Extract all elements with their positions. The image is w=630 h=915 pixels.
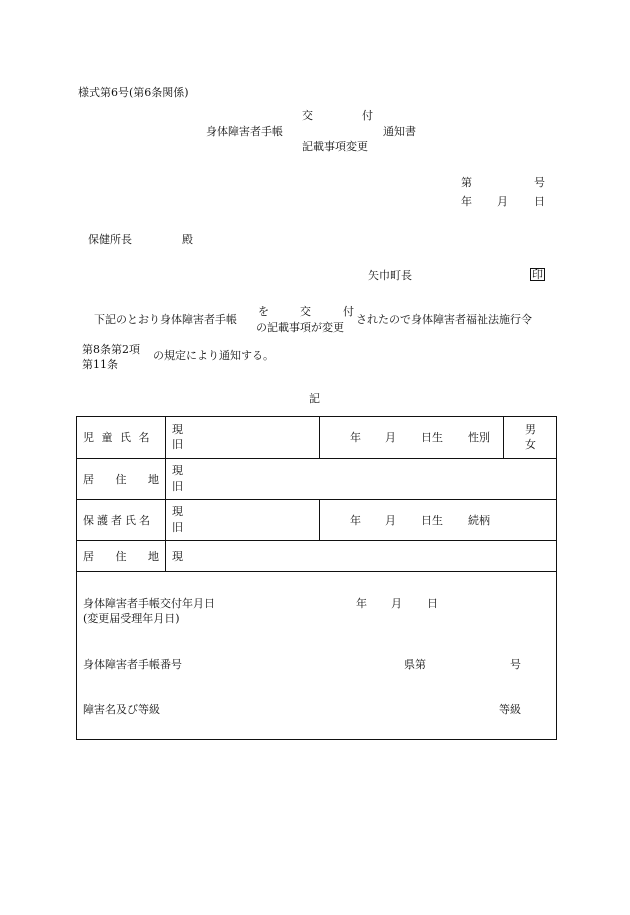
issue-year: 年 bbox=[356, 597, 367, 610]
guardian-birth-year: 年 bbox=[350, 514, 361, 527]
ref-month: 月 bbox=[497, 195, 508, 208]
article-1: 第8条第2項 bbox=[82, 343, 140, 356]
divider bbox=[319, 500, 320, 540]
current-marker: 現 bbox=[172, 423, 183, 436]
former-marker: 旧 bbox=[172, 521, 183, 534]
title-kofu-char-2: 付 bbox=[362, 109, 373, 122]
grade-suffix: 等級 bbox=[499, 703, 521, 716]
guardian-residence-label-text: 居 住 地 bbox=[83, 550, 168, 563]
title-suffix: 通知書 bbox=[383, 125, 416, 138]
change-date-label: (変更届受理年月日) bbox=[83, 612, 180, 625]
ref-day: 日 bbox=[534, 195, 545, 208]
residence-label bbox=[83, 474, 168, 485]
issue-day: 日 bbox=[427, 597, 438, 610]
divider bbox=[165, 459, 166, 499]
body-tail: されたので身体障害者福祉法施行令 bbox=[356, 313, 532, 326]
body-kofu-char-1: 交 bbox=[300, 305, 311, 318]
addressee-honorific: 殿 bbox=[182, 233, 193, 246]
former-marker: 旧 bbox=[172, 438, 183, 451]
form-number: 様式第6号(第6条関係) bbox=[78, 86, 189, 99]
current-marker: 現 bbox=[172, 464, 183, 477]
issue-date-label: 身体障害者手帳交付年月日 bbox=[83, 597, 215, 610]
birth-month: 月 bbox=[385, 431, 396, 444]
form-table bbox=[76, 416, 557, 740]
body-kofu-char-2: 付 bbox=[343, 305, 354, 318]
sex-label: 性別 bbox=[468, 431, 490, 444]
row-child-residence bbox=[77, 459, 556, 500]
sex-female: 女 bbox=[525, 438, 536, 451]
guardian-name-label: 保護者氏名 bbox=[83, 514, 153, 527]
divider bbox=[165, 417, 166, 458]
article-2: 第11条 bbox=[82, 358, 118, 371]
guardian-birth-day: 日生 bbox=[421, 514, 443, 527]
current-marker: 現 bbox=[172, 505, 183, 518]
ki-heading: 記 bbox=[309, 392, 320, 405]
disability-label: 障害名及び等級 bbox=[83, 703, 160, 716]
divider bbox=[319, 417, 320, 458]
relation-label: 続柄 bbox=[468, 514, 490, 527]
guardian-residence-label bbox=[83, 551, 168, 562]
body-wo: を bbox=[258, 305, 269, 318]
birth-day: 日生 bbox=[421, 431, 443, 444]
seal-mark: 印 bbox=[532, 268, 543, 281]
birth-year: 年 bbox=[350, 431, 361, 444]
residence-label-text: 居 住 地 bbox=[83, 473, 168, 486]
child-name-label: 児 童 氏 名 bbox=[83, 431, 152, 444]
sender-label: 矢巾町長 bbox=[368, 269, 412, 282]
divider bbox=[503, 417, 504, 458]
title-henko: 記載事項変更 bbox=[302, 140, 368, 153]
title-kofu-char-1: 交 bbox=[302, 109, 313, 122]
guardian-birth-month: 月 bbox=[385, 514, 396, 527]
divider bbox=[165, 541, 166, 571]
ref-no-prefix: 第 bbox=[461, 176, 472, 189]
former-marker: 旧 bbox=[172, 480, 183, 493]
title-prefix: 身体障害者手帳 bbox=[206, 125, 283, 138]
body-closing: の規定により通知する。 bbox=[153, 349, 274, 362]
divider bbox=[165, 500, 166, 540]
row-guardian-residence bbox=[77, 541, 556, 572]
addressee-label: 保健所長 bbox=[88, 233, 132, 246]
handbook-pref-prefix: 県第 bbox=[404, 658, 426, 671]
handbook-no-label: 身体障害者手帳番号 bbox=[83, 658, 182, 671]
row-guardian-name bbox=[77, 500, 556, 541]
current-marker: 現 bbox=[172, 550, 183, 563]
handbook-no-suffix: 号 bbox=[510, 658, 521, 671]
sex-male: 男 bbox=[525, 423, 536, 436]
body-henko: の記載事項が変更 bbox=[256, 321, 344, 334]
ref-no-suffix: 号 bbox=[534, 176, 545, 189]
ref-year: 年 bbox=[461, 195, 472, 208]
issue-month: 月 bbox=[391, 597, 402, 610]
row-child-name bbox=[77, 417, 556, 459]
body-lead: 下記のとおり身体障害者手帳 bbox=[94, 313, 237, 326]
